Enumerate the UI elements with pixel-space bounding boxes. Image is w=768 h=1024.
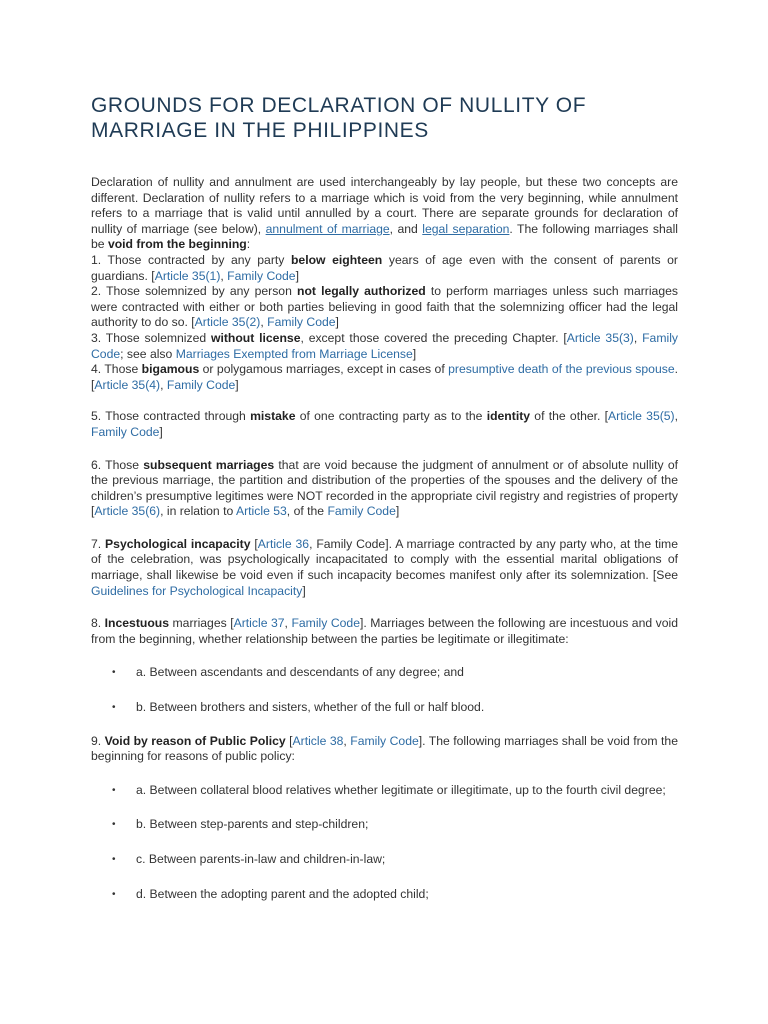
bullet-icon: • (112, 702, 116, 714)
ground-bold: subsequent marriages (143, 457, 275, 472)
ground-bold: without license (210, 330, 301, 345)
bullet-icon: • (112, 854, 116, 865)
ground-text: 2. Those solemnized by any person (91, 284, 297, 299)
list-item (91, 783, 678, 799)
article-38-link[interactable]: Article 38 (292, 733, 344, 748)
article-35-6-link[interactable]: Article 35(6) (94, 504, 161, 519)
bullet-icon: • (112, 667, 116, 679)
family-code-link[interactable]: Family Code (350, 733, 419, 748)
page-title: GROUNDS FOR DECLARATION OF NULLITY OF MARRIAGE IN THE PHILIPPINES (91, 94, 587, 142)
list-item-text: d. Between the adopting parent and the adopted child; (136, 886, 429, 901)
ground-text: , (160, 377, 167, 392)
ground-text: , of the (286, 504, 328, 519)
ground-text: years of age even with the consent of parents or guardians. [ (91, 252, 678, 283)
article-53-link[interactable]: Article 53 (235, 504, 287, 519)
ground-text: 3. Those solemnized (91, 330, 211, 345)
marriages-exempted-link[interactable]: Marriages Exempted from Marriage License (175, 346, 413, 361)
family-code-link[interactable]: Family Code (267, 315, 336, 330)
ground-9 (91, 734, 678, 765)
article-35-4-link[interactable]: Article 35(4) (94, 377, 161, 392)
ground-bold: identity (486, 409, 531, 424)
ground-text: 5. Those contracted through (91, 409, 251, 424)
ground-text: , Family Code]. A marriage contracted by any party who, at the time of the celebration, was psychologically incapacitated to comply with the essential marital obligations of marriage, shall likewise be void even if such incapacity becomes manifest only after its solemnization. [See (91, 536, 678, 583)
ground-text: 9. (91, 733, 105, 748)
family-code-link[interactable]: Family Code (291, 616, 360, 631)
psychological-incapacity-guidelines-link[interactable]: Guidelines for Psychological Incapacity (91, 583, 303, 598)
ground-text: [ (285, 733, 293, 748)
ground-bold: mistake (250, 409, 296, 424)
ground-text: of one contracting party as to the (295, 409, 487, 424)
ground-text: ] (395, 504, 400, 519)
ground-text: [ (250, 536, 258, 551)
list-item-text: a. Between collateral blood relatives whether legitimate or illegitimate, up to the fourth civil degree; (136, 782, 666, 797)
article-37-link[interactable]: Article 37 (233, 616, 285, 631)
list-item-text: b. Between step-parents and step-children; (136, 817, 369, 832)
list-item (91, 817, 678, 833)
ground-text: that are void because the judgment of annulment or of absolute nullity of the previous marriage, the partition and distribution of the properties of the spouses and the delivery of the children’s presumptive legitimes were NOT recorded in the appropriate civil registry and registries of property [ (91, 457, 678, 519)
family-code-link[interactable]: Family Code (227, 268, 296, 283)
list-item (91, 700, 678, 716)
article-35-2-link[interactable]: Article 35(2) (194, 315, 261, 330)
article-35-3-link[interactable]: Article 35(3) (566, 330, 634, 345)
list-item-text: c. Between parents-in-law and children-in-law; (136, 852, 386, 866)
ground-text: ] (302, 583, 306, 598)
incestuous-list (91, 665, 678, 715)
intro-paragraph (91, 175, 678, 253)
ground-4 (91, 362, 678, 393)
list-item (91, 665, 678, 681)
ground-text: 7. (91, 536, 106, 551)
ground-text: , (284, 616, 292, 631)
ground-bold: Incestuous (104, 616, 170, 631)
ground-text: marriages [ (169, 616, 234, 631)
family-code-link[interactable]: Family Code (91, 424, 160, 439)
ground-text: , (674, 409, 679, 424)
ground-bold: Void by reason of Public Policy (104, 733, 286, 748)
ground-bold: below eighteen (290, 252, 383, 267)
ground-bold: bigamous (141, 362, 200, 377)
ground-text: . [ (91, 362, 678, 392)
ground-text: ] (235, 377, 239, 392)
ground-text: ]. The following marriages shall be void from the beginning for reasons of public policy: (91, 733, 678, 764)
bullet-icon: • (112, 888, 116, 900)
ground-bold: Psychological incapacity (105, 536, 251, 551)
ground-text: ; see also (120, 346, 176, 361)
ground-6 (91, 458, 678, 520)
ground-7 (91, 537, 678, 599)
bullet-icon: • (112, 784, 116, 796)
ground-text: 1. Those contracted by any party (91, 252, 291, 267)
annulment-of-marriage-link[interactable]: annulment of marriage (265, 221, 390, 236)
ground-text: 4. Those (91, 362, 142, 377)
ground-text: 6. Those (91, 457, 144, 472)
intro-text: . The following marriages shall be (91, 221, 678, 252)
ground-bold: not legally authorized (297, 284, 426, 299)
ground-3 (91, 331, 678, 362)
family-code-link[interactable]: Family Code (327, 504, 396, 519)
article-36-link[interactable]: Article 36 (257, 536, 310, 551)
family-code-link[interactable]: Family Code (166, 377, 236, 392)
presumptive-death-link[interactable]: presumptive death of the previous spouse (448, 362, 675, 377)
bullet-icon: • (112, 819, 116, 831)
intro-text: Declaration of nullity and annulment are used interchangeably by lay people, but these two concepts are different. Declaration of nullity refers to a marriage which is void from the very beginning, while annulment refers to a marriage that is valid until annulled by a court. There are separate grounds for declaration of nullity of marriage (see below), (91, 175, 678, 236)
ground-text: to perform marriages unless such marriages were contracted with either or both parties believing in good faith that the solemnizing officer had the legal authority to do so. [ (91, 284, 678, 330)
ground-1 (91, 253, 678, 284)
ground-text: , (343, 733, 351, 748)
ground-text: , in relation to (160, 504, 236, 519)
list-item (91, 887, 678, 903)
intro-text: , and (389, 221, 423, 236)
legal-separation-link[interactable]: legal separation (422, 221, 510, 236)
ground-text: ]. Marriages between the following are incestuous and void from the beginning, whether relationship between the parties be legitimate or illegitimate: (91, 616, 679, 646)
ground-2 (91, 284, 678, 331)
list-item-text: b. Between brothers and sisters, whether of the full or half blood. (136, 700, 485, 715)
ground-5 (91, 409, 678, 440)
list-item-text: a. Between ascendants and descendants of any degree; and (136, 665, 464, 680)
ground-text: , except those covered the preceding Chapter. [ (300, 330, 567, 345)
ground-text: ] (295, 268, 299, 283)
ground-text: or polygamous marriages, except in cases of (199, 362, 449, 377)
ground-8 (91, 616, 678, 647)
ground-text: 8. (91, 616, 105, 631)
void-from-beginning-text: void from the beginning (107, 237, 247, 252)
public-policy-list (91, 783, 678, 902)
article-35-5-link[interactable]: Article 35(5) (608, 409, 675, 424)
ground-text: ] (335, 315, 339, 330)
article-body (91, 175, 678, 902)
ground-text: ] (159, 424, 163, 439)
ground-text: of the other. [ (530, 409, 609, 424)
ground-text: , (220, 268, 228, 283)
family-code-link[interactable]: Family Code (91, 330, 678, 361)
intro-text: : (246, 237, 251, 252)
article-35-1-link[interactable]: Article 35(1) (154, 268, 221, 283)
ground-text: , (260, 315, 268, 330)
list-item (91, 852, 678, 868)
ground-text: ] (412, 346, 417, 361)
ground-text: , (633, 330, 643, 345)
